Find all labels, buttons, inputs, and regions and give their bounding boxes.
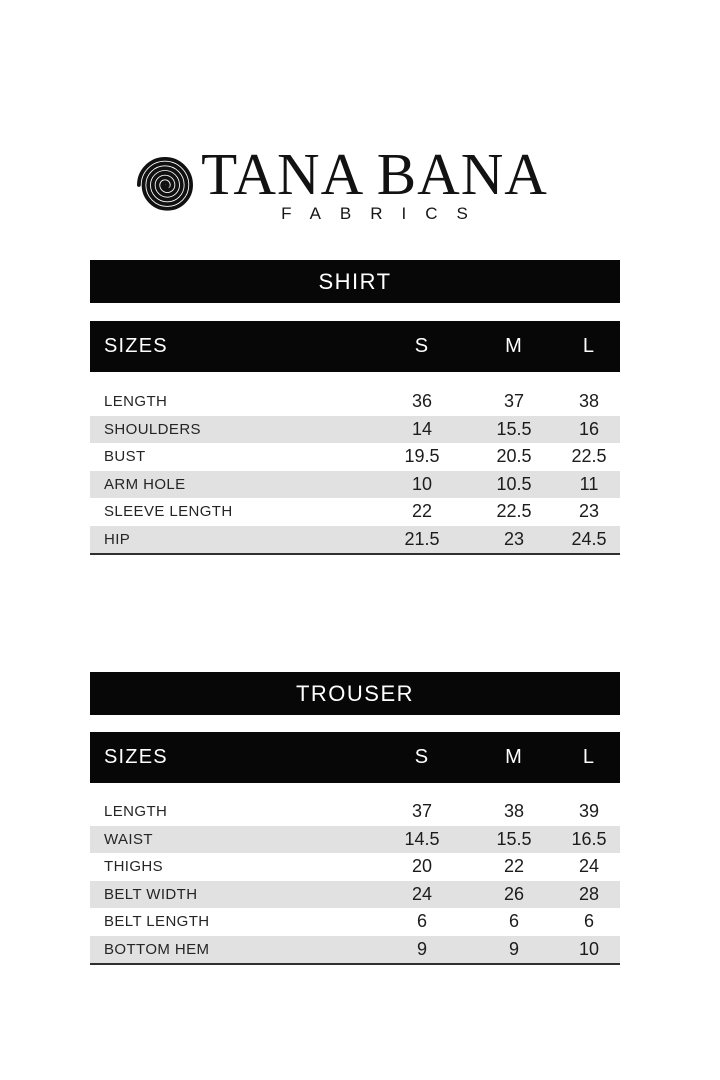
column-header-m: M <box>505 335 523 357</box>
value-l: 24 <box>578 856 600 877</box>
value-s: 19.5 <box>404 446 440 467</box>
measurement-label: HIP <box>104 530 131 548</box>
table-row <box>90 526 620 554</box>
trouser-sizes-header <box>90 732 620 783</box>
value-s: 22 <box>411 501 433 522</box>
column-header-s: S <box>414 335 430 357</box>
column-header-s: S <box>414 746 430 768</box>
measurement-label: BELT WIDTH <box>104 885 198 903</box>
brand-subtitle: FABRICS <box>281 204 487 223</box>
trouser-rows <box>90 798 620 965</box>
value-l: 10 <box>578 938 600 959</box>
value-s: 14 <box>411 418 433 439</box>
table-row <box>90 498 620 526</box>
trouser-title: TROUSER <box>295 680 415 706</box>
shirt-size-table <box>90 260 620 555</box>
measurement-label: SLEEVE LENGTH <box>104 503 233 521</box>
value-m: 26 <box>503 883 525 904</box>
sizes-header-label: SIZES <box>104 746 168 768</box>
table-row <box>90 853 620 881</box>
value-l: 16 <box>578 418 600 439</box>
measurement-label: ARM HOLE <box>104 475 186 493</box>
value-s: 21.5 <box>404 528 440 549</box>
measurement-label: WAIST <box>104 830 153 848</box>
value-m: 15.5 <box>496 418 532 439</box>
measurement-label: BELT LENGTH <box>104 913 210 931</box>
value-l: 6 <box>583 911 594 932</box>
value-s: 6 <box>416 911 427 932</box>
table-row <box>90 936 620 964</box>
column-header-m: M <box>505 746 523 768</box>
measurement-label: LENGTH <box>104 393 168 411</box>
measurement-label: BOTTOM HEM <box>104 940 210 958</box>
value-m: 23 <box>503 528 525 549</box>
value-s: 20 <box>411 856 433 877</box>
value-m: 20.5 <box>496 446 532 467</box>
value-s: 9 <box>416 938 427 959</box>
table-row <box>90 881 620 909</box>
column-header-l: L <box>582 746 596 768</box>
table-row <box>90 443 620 471</box>
shirt-title-bar <box>90 260 620 303</box>
measurement-label: LENGTH <box>104 803 168 821</box>
column-header-l: L <box>582 335 596 357</box>
value-l: 28 <box>578 883 600 904</box>
value-l: 23 <box>578 501 600 522</box>
value-s: 10 <box>411 473 433 494</box>
measurement-label: SHOULDERS <box>104 420 201 438</box>
table-row <box>90 908 620 936</box>
value-s: 24 <box>411 883 433 904</box>
value-s: 14.5 <box>404 828 440 849</box>
value-m: 22.5 <box>496 501 532 522</box>
value-m: 15.5 <box>496 828 532 849</box>
value-l: 22.5 <box>571 446 607 467</box>
value-m: 10.5 <box>496 473 532 494</box>
value-m: 38 <box>503 801 525 822</box>
value-m: 22 <box>503 856 525 877</box>
trouser-size-table <box>90 672 620 965</box>
value-l: 16.5 <box>571 828 607 849</box>
table-row <box>90 798 620 826</box>
value-m: 37 <box>503 391 525 412</box>
table-row <box>90 416 620 444</box>
trouser-title-bar <box>90 672 620 715</box>
spiral-icon <box>136 154 194 216</box>
shirt-sizes-header <box>90 321 620 372</box>
brand-logo <box>0 141 702 223</box>
value-m: 6 <box>508 911 519 932</box>
value-l: 39 <box>578 801 600 822</box>
measurement-label: THIGHS <box>104 858 164 876</box>
value-l: 11 <box>579 473 599 494</box>
brand-text-block <box>201 141 548 223</box>
measurement-label: BUST <box>104 448 146 466</box>
shirt-rows <box>90 388 620 555</box>
value-m: 9 <box>508 938 519 959</box>
sizes-header-label: SIZES <box>104 335 168 357</box>
shirt-title: SHIRT <box>318 268 392 294</box>
value-l: 24.5 <box>571 528 607 549</box>
value-l: 38 <box>578 391 600 412</box>
table-row <box>90 388 620 416</box>
brand-name: TANA BANA <box>201 141 548 207</box>
table-row <box>90 471 620 499</box>
value-s: 37 <box>411 801 433 822</box>
value-s: 36 <box>411 391 433 412</box>
table-row <box>90 826 620 854</box>
